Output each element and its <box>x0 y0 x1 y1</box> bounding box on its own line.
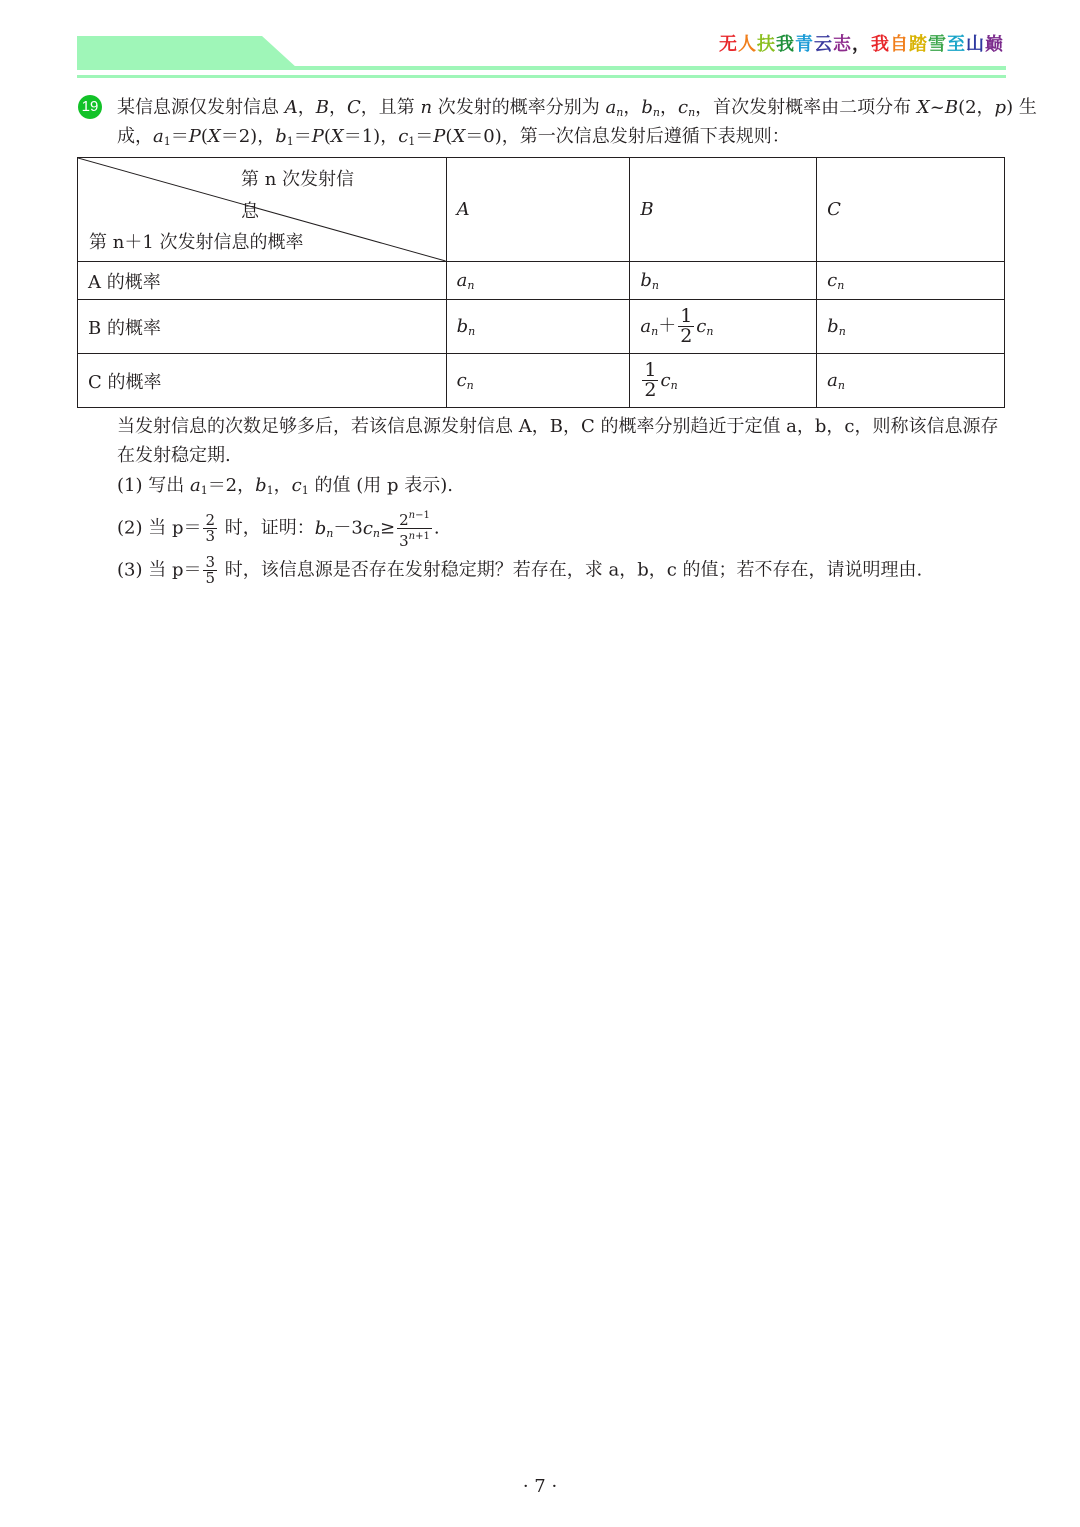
slogan-char: 自 <box>890 34 909 55</box>
header-slogan <box>719 30 1004 56</box>
cell: $a_n$ <box>817 354 1005 408</box>
col-header-c: C <box>817 158 1005 262</box>
question-stem-line2: 成，$a_1=P(X=2)$，$b_1=P(X=1)$，$c_1=P(X=0)$，第一次信息发射后遵循下表规则： <box>117 126 790 148</box>
slogan-char: 至 <box>947 34 966 55</box>
row-label-a: A 的概率 <box>78 262 447 300</box>
slogan-char: 山 <box>966 34 985 55</box>
row-label-c: C 的概率 <box>78 354 447 408</box>
diagonal-bottom-label: 第 n＋1 次发射信息的概率 <box>89 232 304 253</box>
cell: $b_n$ <box>630 262 817 300</box>
slogan-char: 青 <box>795 34 814 55</box>
cell: $a_n$ <box>446 262 630 300</box>
cell: $\frac{1}{2}$ $c_n$ <box>630 354 817 408</box>
stability-definition-line1: 当发射信息的次数足够多后，若该信息源发射信息 A，B，C 的概率分别趋近于定值 a，b，c，则称该信息源存 <box>117 416 999 437</box>
cell: $c_n$ <box>817 262 1005 300</box>
table-row <box>78 300 1005 354</box>
cell: $c_n$ <box>446 354 630 408</box>
table-row <box>78 262 1005 300</box>
part-3: (3) 当 p＝ $\frac{3}{5}$ 时，该信息源是否存在发射稳定期？若存在，求 a，b，c 的值；若不存在，请说明理由. <box>117 553 923 587</box>
slogan-char: 扶 <box>757 34 776 55</box>
slogan-char: 巅 <box>985 34 1004 55</box>
cell: $a_n+$ $\frac{1}{2}$ $c_n$ <box>630 300 817 354</box>
slogan-char: 我 <box>871 34 890 55</box>
part-2: (2) 当 p＝ $\frac{2}{3}$ 时，证明：$b_n-3c_n\ge$ $\frac{2^{n-1}}{3^{n+1}}$ . <box>117 510 440 550</box>
transition-table <box>77 157 1005 408</box>
question-number-badge: 19 <box>78 95 102 119</box>
header-tab-decoration <box>77 36 297 68</box>
slogan-char: 我 <box>776 34 795 55</box>
slogan-char: ， <box>852 34 871 55</box>
table-row <box>78 354 1005 408</box>
header-rule-bottom <box>77 75 1006 78</box>
slogan-char: 人 <box>738 34 757 55</box>
table-header-row <box>78 158 1005 262</box>
row-label-b: B 的概率 <box>78 300 447 354</box>
col-header-b: B <box>630 158 817 262</box>
slogan-char: 踏 <box>909 34 928 55</box>
diagonal-header-cell <box>78 158 447 262</box>
slogan-char: 无 <box>719 34 738 55</box>
slogan-char: 志 <box>833 34 852 55</box>
part-1: (1) 写出 $a_1=2$，$b_1$，$c_1$ 的值 (用 p 表示). <box>117 475 453 497</box>
page-number: · 7 · <box>522 1476 558 1497</box>
slogan-char: 雪 <box>928 34 947 55</box>
question-stem-line1: 某信息源仅发射信息 A，B，C，且第 n 次发射的概率分别为 $a_n$，$b_n$，$c_n$，首次发射概率由二项分布 X~B(2，p) 生 <box>117 97 1037 119</box>
slogan-char: 云 <box>814 34 833 55</box>
stability-definition-line2: 在发射稳定期. <box>117 445 231 466</box>
header-rule-top <box>77 66 1006 70</box>
cell: $b_n$ <box>817 300 1005 354</box>
col-header-a: A <box>446 158 630 262</box>
diagonal-top-label: 第 n 次发射信息 <box>241 169 355 222</box>
cell: $b_n$ <box>446 300 630 354</box>
